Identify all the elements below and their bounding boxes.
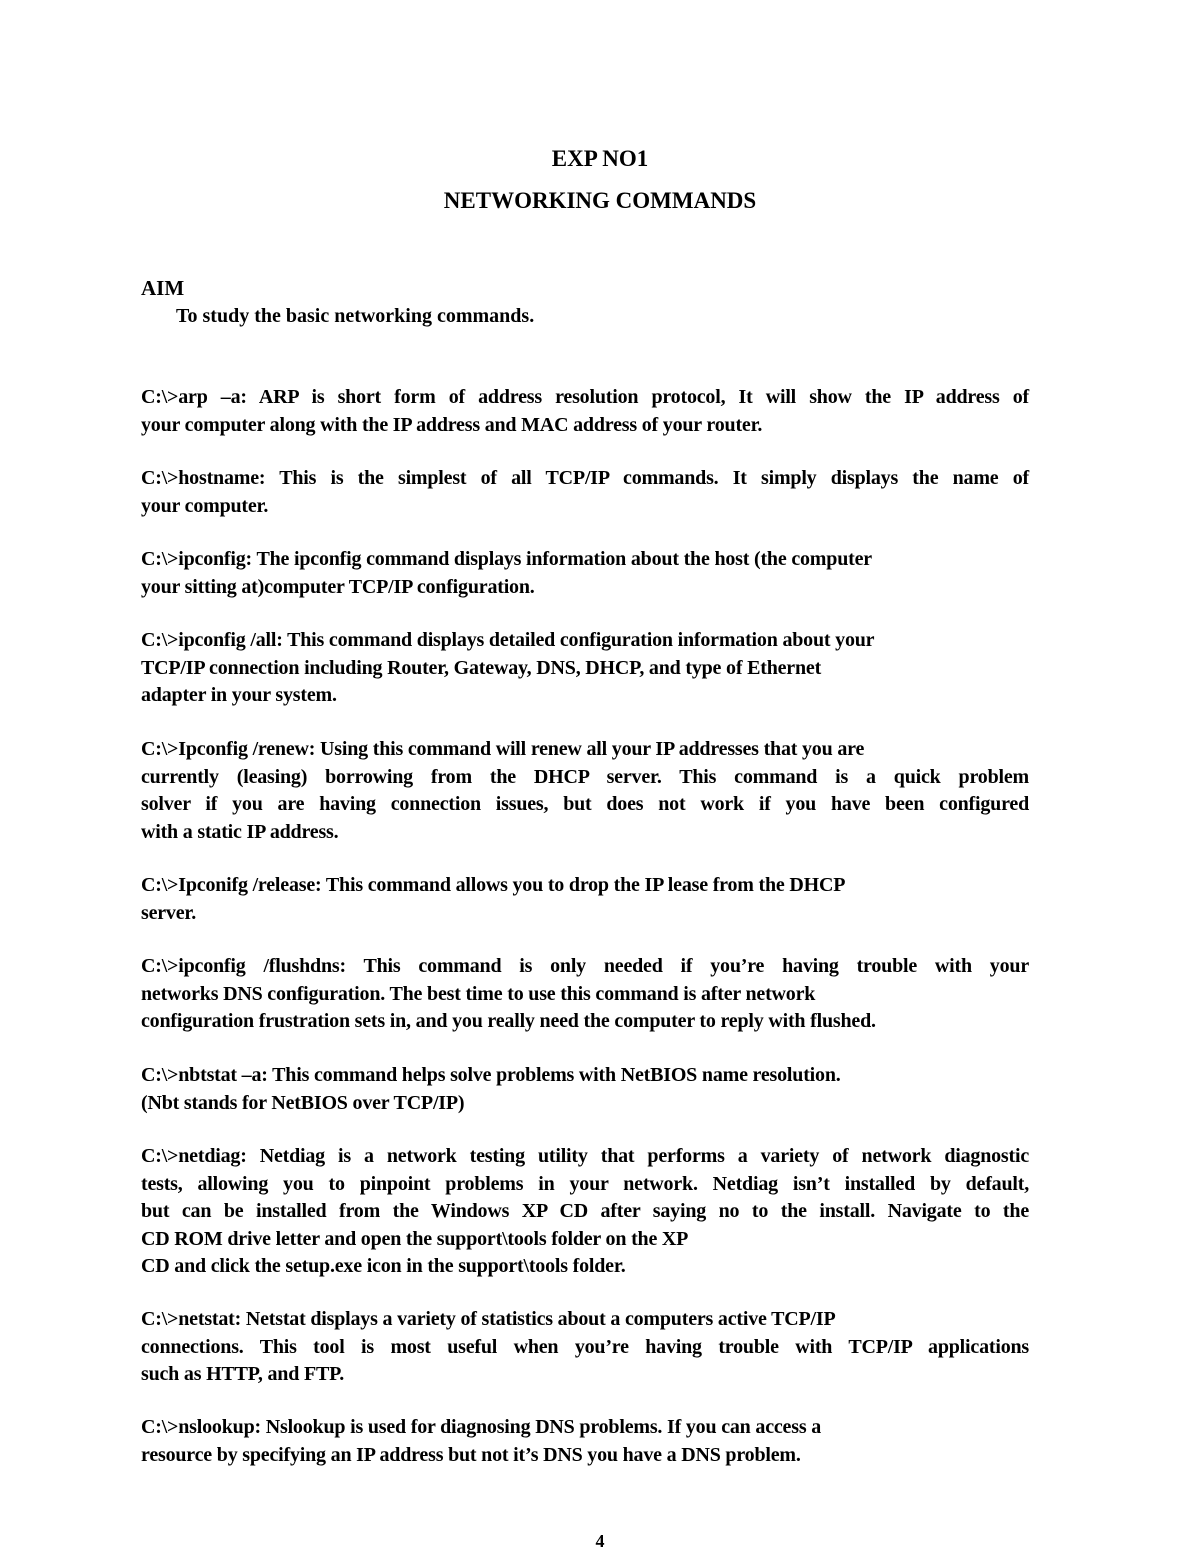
entry-line: C:\>netstat: Netstat displays a variety of statistics about a computers active TCP/IP — [141, 1308, 836, 1330]
command-entry-ipconfig-release — [141, 872, 1029, 927]
entry-line: C:\>nbtstat –a: This command helps solve problems with NetBIOS name resolution. — [141, 1064, 841, 1086]
command-entry-arp — [141, 384, 1029, 439]
entry-line: C:\>arp –a: ARP is short form of address resolution protocol, It will show the IP address of — [141, 386, 1029, 408]
command-entry-hostname — [141, 465, 1029, 520]
aim-heading: AIM — [141, 276, 185, 300]
document-subtitle: NETWORKING COMMANDS — [443, 188, 757, 213]
entry-line: your sitting at)computer TCP/IP configuration. — [141, 575, 535, 598]
entry-line: C:\>netdiag: Netdiag is a network testing utility that performs a variety of network diagnostic — [141, 1145, 1029, 1167]
entry-line: C:\>hostname: This is the simplest of all TCP/IP commands. It simply displays the name of — [141, 467, 1029, 489]
entry-line: resource by specifying an IP address but not it’s DNS you have a DNS problem. — [141, 1443, 801, 1466]
entry-line: C:\>ipconfig /flushdns: This command is only needed if you’re having trouble with your — [141, 955, 1029, 977]
entry-line: C:\>ipconfig /all: This command displays detailed configuration information about your — [141, 629, 875, 651]
entry-line: networks DNS configuration. The best time to use this command is after network — [141, 982, 816, 1005]
command-entry-ipconfig-all — [141, 627, 1029, 710]
entry-line: currently (leasing) borrowing from the DHCP server. This command is a quick problem — [141, 765, 1029, 788]
entry-line: C:\>Ipconifg /release: This command allows you to drop the IP lease from the DHCP — [141, 874, 846, 896]
entry-line: C:\>Ipconfig /renew: Using this command will renew all your IP addresses that you are — [141, 738, 865, 760]
entry-line: server. — [141, 901, 197, 924]
entry-line: your computer. — [141, 494, 269, 517]
aim-text: To study the basic networking commands. — [176, 305, 535, 327]
entry-line: but can be installed from the Windows XP CD after saying no to the install. Navigate to the — [141, 1200, 1029, 1222]
entry-line: solver if you are having connection issues, but does not work if you have been configured — [141, 793, 1029, 815]
entry-line: such as HTTP, and FTP. — [141, 1363, 345, 1385]
command-entry-nslookup — [141, 1414, 1029, 1469]
document-title: EXP NO1 — [551, 146, 649, 171]
entry-line: CD and click the setup.exe icon in the support\tools folder. — [141, 1255, 626, 1277]
command-entry-netstat — [141, 1306, 1029, 1389]
entry-line: connections. This tool is most useful when you’re having trouble with TCP/IP applications — [141, 1335, 1029, 1358]
command-entry-ipconfig-flushdns — [141, 953, 1029, 1036]
entry-line: tests, allowing you to pinpoint problems in your network. Netdiag isn’t installed by default, — [141, 1172, 1029, 1195]
entry-line: adapter in your system. — [141, 684, 337, 706]
command-entry-nbtstat — [141, 1062, 1029, 1117]
command-entry-netdiag — [141, 1143, 1029, 1281]
entry-line: CD ROM drive letter and open the support\tools folder on the XP — [141, 1227, 689, 1250]
entry-line: configuration frustration sets in, and you really need the computer to reply with flushed. — [141, 1010, 876, 1032]
entry-line: C:\>nslookup: Nslookup is used for diagnosing DNS problems. If you can access a — [141, 1416, 822, 1438]
entry-line: with a static IP address. — [141, 820, 339, 843]
command-entry-ipconfig — [141, 546, 1029, 601]
entry-line: your computer along with the IP address and MAC address of your router. — [141, 413, 763, 436]
entry-line: TCP/IP connection including Router, Gateway, DNS, DHCP, and type of Ethernet — [141, 656, 822, 679]
entry-line: (Nbt stands for NetBIOS over TCP/IP) — [141, 1091, 465, 1114]
entry-line: C:\>ipconfig: The ipconfig command displays information about the host (the computer — [141, 548, 872, 570]
command-entry-ipconfig-renew — [141, 736, 1029, 846]
page-number: 4 — [595, 1531, 605, 1551]
